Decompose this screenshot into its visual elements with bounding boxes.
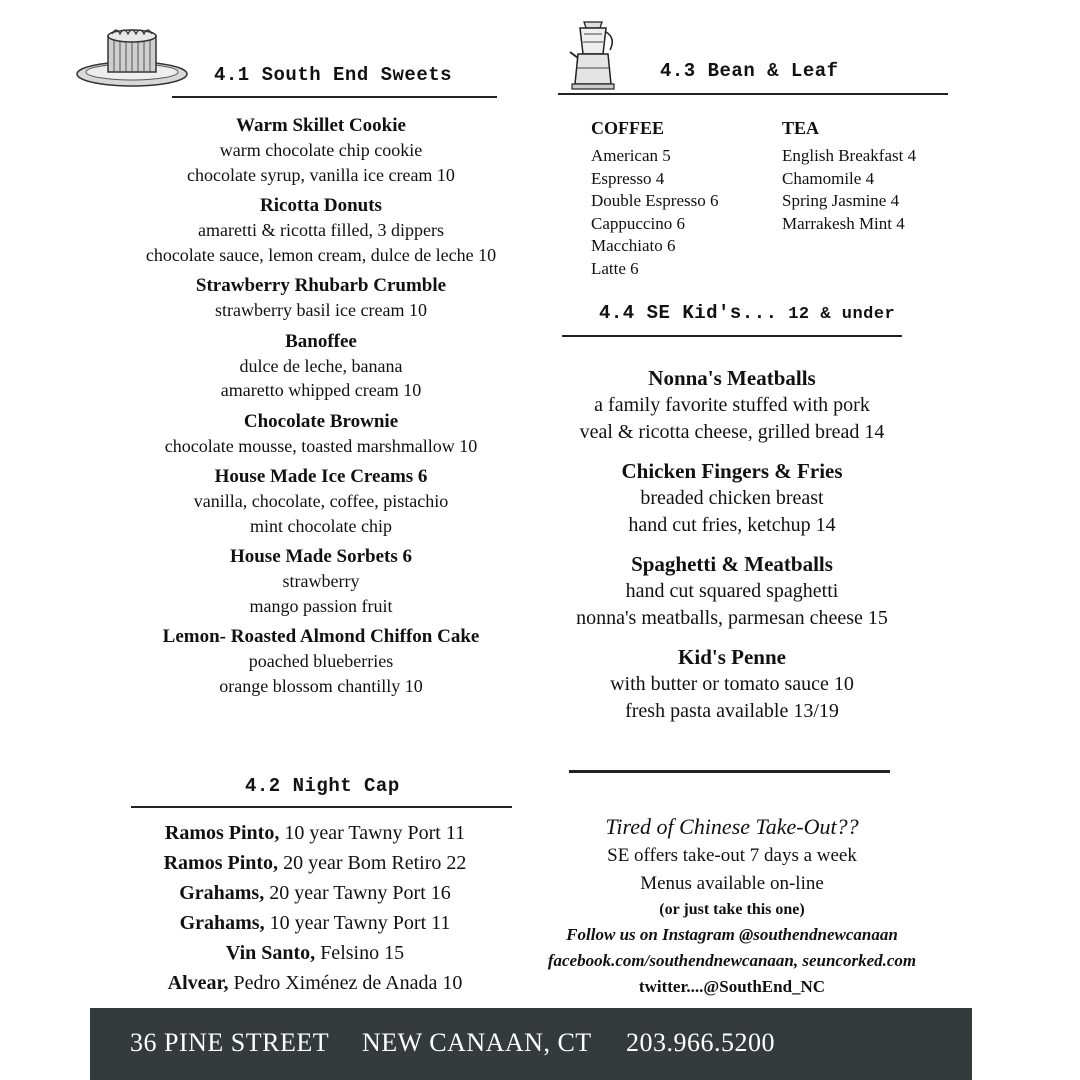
list-item: Espresso 4 [591, 168, 665, 188]
facebook-link[interactable]: facebook.com/southendnewcanaan, seuncorked.com [547, 951, 917, 970]
item-brand: Vin Santo, [225, 942, 316, 964]
nightcap-item [100, 938, 530, 968]
menu-item [90, 114, 552, 187]
item-detail: 10 year Tawny Port 11 [279, 822, 466, 844]
menu-item [90, 625, 552, 698]
divider-promo [569, 770, 890, 773]
item-detail: 10 year Tawny Port 11 [264, 912, 451, 934]
footer-bar [90, 1008, 972, 1080]
item-desc: vanilla, chocolate, coffee, pistachio [193, 491, 449, 511]
item-name: Ricotta Donuts [260, 195, 382, 216]
item-name: Lemon- Roasted Almond Chiffon Cake [162, 626, 480, 647]
item-detail: 20 year Tawny Port 16 [264, 882, 451, 904]
list-item: Macchiato 6 [591, 236, 676, 255]
menu-item [90, 465, 552, 538]
menu-item [90, 274, 552, 323]
divider-bean-leaf [558, 93, 948, 95]
coffee-list [591, 145, 718, 280]
item-brand: Grahams, [179, 882, 265, 904]
item-desc: fresh pasta available 13/19 [625, 700, 839, 722]
menu-item [90, 545, 552, 618]
item-brand: Ramos Pinto, [164, 822, 280, 844]
kids-title: 4.4 SE Kid's... [599, 302, 778, 324]
item-name: House Made Ice Creams 6 [214, 466, 428, 487]
item-desc: nonna's meatballs, parmesan cheese 15 [576, 607, 888, 629]
item-desc: warm chocolate chip cookie [219, 140, 423, 160]
item-desc: veal & ricotta cheese, grilled bread 14 [579, 421, 885, 443]
item-desc: a family favorite stuffed with pork [594, 394, 870, 416]
nightcap-item [100, 968, 530, 998]
nightcap-item [100, 878, 530, 908]
list-item: Cappuccino 6 [591, 213, 685, 233]
item-desc: mint chocolate chip [250, 515, 392, 536]
coffee-pot-illustration [566, 18, 620, 92]
item-name: Nonna's Meatballs [648, 366, 816, 390]
item-brand: Alvear, [167, 972, 229, 994]
footer-phone[interactable]: 203.966.5200 [626, 1028, 775, 1057]
item-name: House Made Sorbets 6 [229, 546, 413, 567]
item-desc: strawberry basil ice cream 10 [215, 300, 427, 320]
kids-title-suffix: 12 & under [777, 305, 896, 324]
tea-heading: TEA [782, 118, 820, 138]
item-name: Strawberry Rhubarb Crumble [195, 275, 447, 296]
menu-item [530, 551, 934, 632]
list-item: Double Espresso 6 [591, 191, 719, 210]
tea-list [782, 145, 916, 235]
list-item: Chamomile 4 [782, 168, 875, 188]
footer-address: 36 PINE STREET [130, 1028, 330, 1057]
section-title-kids [599, 302, 895, 324]
menu-item [530, 365, 934, 446]
item-name: Spaghetti & Meatballs [631, 552, 833, 576]
item-desc: hand cut squared spaghetti [625, 580, 839, 602]
promo-line: Menus available on-line [640, 873, 824, 894]
twitter-link[interactable]: twitter....@SouthEnd_NC [638, 977, 826, 996]
item-name: Chocolate Brownie [243, 410, 399, 432]
kids-list [530, 365, 934, 737]
item-desc: hand cut fries, ketchup 14 [628, 514, 836, 536]
list-item: Marrakesh Mint 4 [782, 213, 905, 233]
section-title-bean-leaf: 4.3 Bean & Leaf [660, 60, 839, 82]
menu-item [530, 644, 934, 725]
section-title-sweets: 4.1 South End Sweets [214, 64, 453, 86]
item-desc: breaded chicken breast [640, 487, 824, 509]
item-desc: amaretto whipped cream 10 [220, 380, 422, 400]
item-name: Warm Skillet Cookie [236, 115, 406, 136]
item-desc: amaretti & ricotta filled, 3 dippers [198, 220, 444, 240]
item-desc: chocolate mousse, toasted marshmallow 10 [164, 435, 478, 456]
divider-nightcap [131, 806, 512, 808]
item-brand: Ramos Pinto, [163, 852, 279, 874]
item-detail: 20 year Bom Retiro 22 [278, 852, 467, 874]
menu-item [90, 410, 552, 459]
item-name: Chicken Fingers & Fries [621, 459, 843, 483]
item-name: Banoffee [285, 330, 357, 352]
promo-line: (or just take this one) [659, 901, 805, 918]
menu-item [90, 194, 552, 267]
item-detail: Felsino 15 [315, 942, 405, 964]
item-desc: chocolate syrup, vanilla ice cream 10 [187, 164, 455, 185]
sweets-list [90, 114, 552, 705]
nightcap-item [100, 818, 530, 848]
menu-item [530, 458, 934, 539]
promo-line: SE offers take-out 7 days a week [607, 845, 857, 866]
list-item: Latte 6 [591, 258, 639, 278]
item-desc: orange blossom chantilly 10 [219, 675, 423, 696]
item-desc: chocolate sauce, lemon cream, dulce de leche 10 [145, 244, 497, 265]
item-desc: poached blueberries [248, 651, 394, 671]
footer-city: NEW CANAAN, CT [362, 1028, 592, 1057]
coffee-column [591, 117, 718, 280]
item-desc: with butter or tomato sauce 10 [610, 673, 854, 695]
item-desc: dulce de leche, banana [239, 355, 403, 376]
instagram-link[interactable]: Follow us on Instagram @southendnewcanaan [566, 925, 898, 944]
item-desc: mango passion fruit [249, 595, 393, 616]
menu-item [90, 330, 552, 403]
item-name: Kid's Penne [678, 645, 786, 669]
tea-column [782, 117, 916, 235]
item-desc: strawberry [282, 571, 360, 591]
nightcap-item [100, 848, 530, 878]
nightcap-list [100, 818, 530, 998]
list-item: Spring Jasmine 4 [782, 191, 900, 210]
promo-headline: Tired of Chinese Take-Out?? [605, 814, 859, 839]
divider-sweets [172, 96, 497, 98]
list-item: English Breakfast 4 [782, 146, 917, 165]
list-item: American 5 [591, 146, 671, 165]
item-brand: Grahams, [179, 912, 265, 934]
coffee-heading: COFFEE [591, 118, 665, 138]
cake-illustration [72, 22, 190, 90]
nightcap-item [100, 908, 530, 938]
item-detail: Pedro Ximénez de Anada 10 [228, 972, 463, 994]
divider-kids [562, 335, 902, 337]
promo-block [520, 812, 944, 1000]
section-title-nightcap: 4.2 Night Cap [245, 775, 400, 797]
